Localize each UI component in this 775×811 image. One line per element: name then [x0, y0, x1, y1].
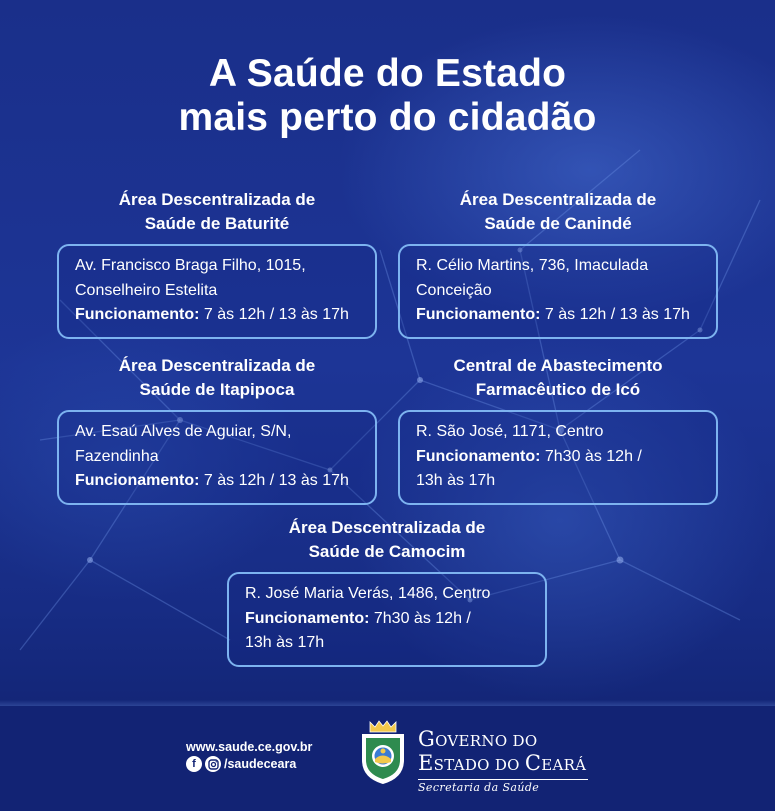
address-line-2: Fazendinha: [75, 447, 159, 465]
logo-do: DO: [489, 756, 525, 774]
location-name-line-2: Saúde de Itapipoca: [139, 380, 295, 399]
logo-rest: EARÁ: [541, 756, 587, 774]
location-card: [57, 410, 377, 505]
social-handle[interactable]: /saudeceara: [224, 757, 297, 771]
hours-label: Funcionamento:: [416, 306, 541, 323]
location-card: [57, 244, 377, 339]
location-name: [227, 516, 547, 564]
location-name-line-1: Central de Abastecimento: [453, 356, 663, 375]
hours-value: 7h30 às 12h /: [369, 609, 471, 627]
hours-row: [245, 607, 529, 632]
logo-line-2: [418, 752, 588, 776]
location-name: [398, 354, 718, 402]
hours-value: 7 às 12h / 13 às 17h: [199, 472, 349, 489]
location-itapipoca: [57, 354, 377, 505]
location-name: [398, 188, 718, 236]
logo-do: DO: [507, 732, 538, 750]
location-camocim: [227, 516, 547, 667]
address-line-1: Av. Esaú Alves de Aguiar, S/N,: [75, 423, 292, 440]
ceara-coat-of-arms-icon: [358, 718, 408, 786]
address-line-1: R. José Maria Verás, 1486, Centro: [245, 585, 491, 602]
secretaria-label: Secretaria da Saúde: [418, 779, 588, 794]
hours-value: 7 às 12h / 13 às 17h: [540, 306, 690, 323]
facebook-icon[interactable]: f: [186, 756, 202, 772]
logo-line-1: [418, 728, 588, 752]
governo-ceara-logo: [418, 728, 588, 794]
social-row: [186, 756, 296, 772]
footer: [0, 706, 775, 811]
hours-line-2: 13h às 17h: [245, 634, 325, 651]
page-title: [0, 52, 775, 140]
location-name-line-2: Saúde de Baturité: [144, 214, 290, 233]
hours-value: 7 às 12h / 13 às 17h: [199, 306, 349, 323]
location-name-line-1: Área Descentralizada de: [118, 190, 316, 209]
logo-cap: E: [418, 751, 434, 775]
address-line-1: R. Célio Martins, 736, Imaculada: [416, 257, 649, 274]
location-card: [398, 244, 718, 339]
location-name-line-2: Saúde de Camocim: [308, 542, 466, 561]
title-line-2: mais perto do cidadão: [178, 96, 597, 139]
hours-label: Funcionamento:: [75, 472, 200, 489]
location-name-line-1: Área Descentralizada de: [459, 190, 657, 209]
logo-rest: OVERNO: [435, 732, 508, 750]
location-card: [227, 572, 547, 667]
logo-cap: C: [524, 751, 542, 775]
location-card: [398, 410, 718, 505]
hours-value: 7h30 às 12h /: [540, 447, 642, 465]
location-name-line-1: Área Descentralizada de: [288, 518, 486, 537]
hours-row: [75, 303, 359, 328]
location-baturite: [57, 188, 377, 339]
hours-row: [416, 445, 700, 470]
logo-cap: G: [418, 727, 436, 751]
location-caninde: [398, 188, 718, 339]
hours-line-2: 13h às 17h: [416, 472, 496, 489]
address-line-1: Av. Francisco Braga Filho, 1015,: [75, 257, 306, 274]
hours-row: [416, 303, 700, 328]
website-link[interactable]: www.saude.ce.gov.br: [186, 740, 313, 754]
logo-rest: STADO: [433, 756, 490, 774]
title-line-1: A Saúde do Estado: [208, 52, 567, 95]
hours-label: Funcionamento:: [245, 609, 370, 627]
location-name-line-2: Farmacêutico de Icó: [475, 380, 641, 399]
location-ico: [398, 354, 718, 505]
instagram-icon[interactable]: [205, 756, 221, 772]
location-name-line-2: Saúde de Canindé: [484, 214, 632, 233]
location-name-line-1: Área Descentralizada de: [118, 356, 316, 375]
location-name: [57, 354, 377, 402]
hours-label: Funcionamento:: [75, 306, 200, 323]
address-line-1: R. São José, 1171, Centro: [416, 423, 604, 440]
location-name: [57, 188, 377, 236]
hours-row: [75, 469, 359, 494]
address-line-2: Conselheiro Estelita: [75, 281, 218, 299]
hours-label: Funcionamento:: [416, 447, 541, 465]
address-line-2: Conceição: [416, 281, 492, 299]
